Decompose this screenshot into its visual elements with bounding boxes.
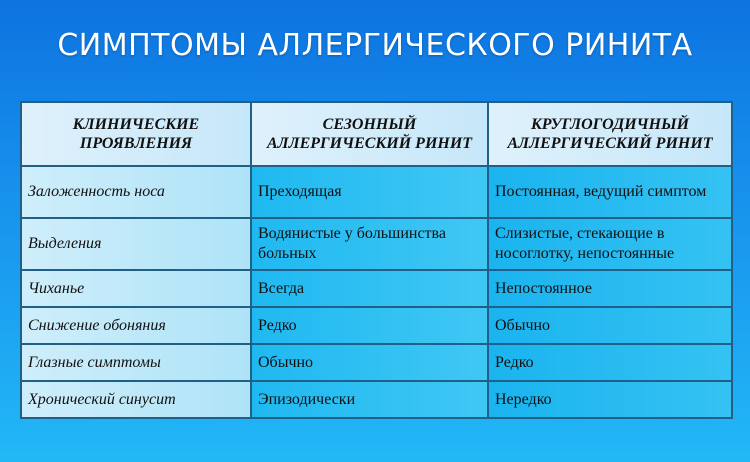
header-clinical-manifestations xyxy=(21,102,251,166)
table-row xyxy=(21,307,732,344)
table-row xyxy=(21,344,732,381)
header-seasonal-rhinitis xyxy=(251,102,488,166)
page-title: СИМПТОМЫ АЛЛЕРГИЧЕСКОГО РИНИТА xyxy=(57,28,693,63)
symptom-cell: Заложенность носа xyxy=(21,166,251,218)
perennial-cell: Непостоянное xyxy=(488,270,732,307)
perennial-cell: Редко xyxy=(488,344,732,381)
seasonal-cell: Эпизодически xyxy=(251,381,488,418)
symptom-cell: Хронический синусит xyxy=(21,381,251,418)
seasonal-cell: Обычно xyxy=(251,344,488,381)
seasonal-cell: Всегда xyxy=(251,270,488,307)
header-line: АЛЛЕРГИЧЕСКИЙ РИНИТ xyxy=(266,135,473,152)
perennial-cell: Слизистые, стекающие в носоглотку, непостоянные xyxy=(488,218,732,270)
perennial-cell: Постоянная, ведущий симптом xyxy=(488,166,732,218)
table-row xyxy=(21,166,732,218)
perennial-cell: Обычно xyxy=(488,307,732,344)
seasonal-cell: Редко xyxy=(251,307,488,344)
table-row xyxy=(21,270,732,307)
symptom-cell: Выделения xyxy=(21,218,251,270)
symptom-cell: Глазные симптомы xyxy=(21,344,251,381)
header-perennial-rhinitis xyxy=(488,102,732,166)
table-header-row xyxy=(21,102,732,166)
perennial-cell: Нередко xyxy=(488,381,732,418)
header-line: КЛИНИЧЕСКИЕ xyxy=(72,116,200,133)
header-line: ПРОЯВЛЕНИЯ xyxy=(79,135,193,152)
seasonal-cell: Водянистые у большинства больных xyxy=(251,218,488,270)
table-row xyxy=(21,381,732,418)
header-line: АЛЛЕРГИЧЕСКИЙ РИНИТ xyxy=(507,135,713,152)
table-row xyxy=(21,218,732,270)
symptom-cell: Снижение обоняния xyxy=(21,307,251,344)
symptoms-table xyxy=(20,101,733,419)
symptom-cell: Чиханье xyxy=(21,270,251,307)
header-line: СЕЗОННЫЙ xyxy=(322,116,417,133)
seasonal-cell: Преходящая xyxy=(251,166,488,218)
header-line: КРУГЛОГОДИЧНЫЙ xyxy=(530,116,690,133)
